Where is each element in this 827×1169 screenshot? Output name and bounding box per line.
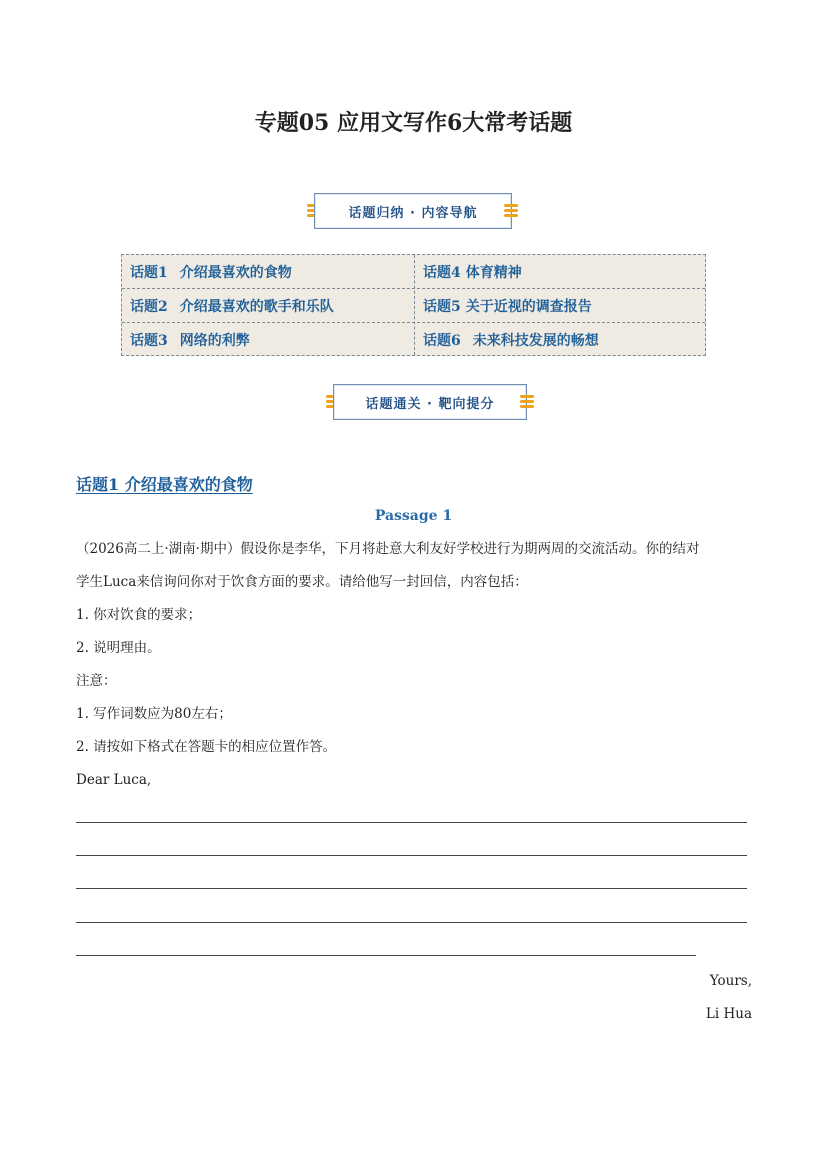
topic-number: 话题5	[423, 299, 461, 315]
orange-bars-icon	[504, 203, 518, 217]
badge-label: 话题通关 · 靶向提分	[333, 384, 527, 420]
prompt-text	[76, 533, 752, 797]
prompt-line: （2026高二上·湖南·期中）假设你是李华，下月将赴意大利友好学校进行为期两周的交流活动。你的结对	[76, 541, 700, 557]
note-item: 1. 写作词数应为80左右；	[76, 706, 232, 722]
requirement-item: 2. 说明理由。	[76, 640, 161, 656]
topic-number: 话题2	[130, 299, 168, 315]
nav-topic-4[interactable]	[415, 255, 705, 289]
salutation: Dear Luca,	[76, 772, 152, 788]
topic-number: 话题6	[423, 333, 461, 349]
closing: Yours,	[709, 973, 752, 989]
topic-label: 未来科技发展的畅想	[472, 333, 599, 349]
page-title: 专题05 应用文写作6大常考话题	[254, 110, 573, 136]
notes-label: 注意：	[76, 673, 117, 689]
passage-title: Passage 1	[374, 508, 453, 524]
nav-section-badge	[303, 193, 523, 229]
signature: Li Hua	[705, 1006, 752, 1022]
answer-line[interactable]	[76, 922, 747, 923]
topic-label: 介绍最喜欢的食物	[179, 265, 292, 281]
topic-label: 体育精神	[465, 265, 522, 281]
nav-topic-6[interactable]	[415, 323, 705, 357]
note-item: 2. 请按如下格式在答题卡的相应位置作答。	[76, 739, 337, 755]
nav-topic-5[interactable]	[415, 289, 705, 323]
badge-label: 话题归纳 · 内容导航	[314, 193, 512, 229]
topic-number: 话题3	[130, 333, 168, 349]
topic-number: 话题4	[423, 265, 461, 281]
topic-heading[interactable]: 话题1 介绍最喜欢的食物	[76, 475, 253, 494]
nav-topic-1[interactable]	[122, 255, 414, 289]
requirement-item: 1. 你对饮食的要求；	[76, 607, 202, 623]
topic-label: 关于近视的调查报告	[465, 299, 592, 315]
nav-topic-3[interactable]	[122, 323, 414, 357]
answer-line[interactable]	[76, 888, 747, 889]
answer-line[interactable]	[76, 822, 747, 823]
topics-nav-table	[121, 254, 706, 356]
topic-label: 介绍最喜欢的歌手和乐队	[179, 299, 334, 315]
topic-number: 话题1	[130, 265, 168, 281]
answer-line[interactable]	[76, 955, 696, 956]
orange-bars-icon	[520, 394, 534, 408]
nav-topic-2[interactable]	[122, 289, 414, 323]
prompt-line: 学生Luca来信询问你对于饮食方面的要求。请给他写一封回信，内容包括：	[76, 574, 528, 590]
topic-label: 网络的利弊	[179, 333, 250, 349]
answer-line[interactable]	[76, 855, 747, 856]
practice-section-badge	[322, 384, 538, 420]
